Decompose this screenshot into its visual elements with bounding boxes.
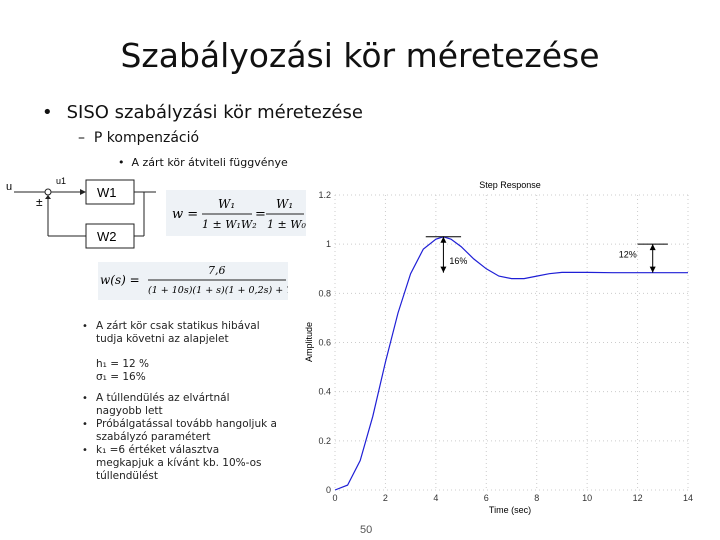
page-number: 50 <box>360 524 373 536</box>
formula-numerator: 7,6 <box>208 264 226 277</box>
formula-den1: 1 ± W₁W₂ <box>202 218 257 231</box>
x-tick-label: 14 <box>682 493 694 503</box>
block-w1-label: W1 <box>97 185 117 200</box>
y-tick-label: 0.2 <box>318 435 331 446</box>
note-item <box>82 444 277 483</box>
formula-graphic <box>166 190 306 236</box>
formula-num1: W₁ <box>218 197 236 211</box>
formula-graphic <box>98 262 288 300</box>
note-list <box>82 320 277 483</box>
bullet-level1-text: SISO szabályzási kör méretezése <box>66 102 363 123</box>
step-response-chart <box>300 170 700 520</box>
y-tick-label: 0.4 <box>318 386 331 397</box>
input-u-label: u <box>6 181 13 193</box>
bullet-level1 <box>42 102 363 123</box>
bullet-dot: • <box>82 445 88 456</box>
x-tick-label: 4 <box>433 493 439 503</box>
annotation-label: 12% <box>618 249 637 260</box>
plot-area <box>318 190 693 503</box>
x-tick-label: 10 <box>582 493 593 503</box>
input-u1-label: u1 <box>56 176 67 186</box>
note-item <box>82 418 277 444</box>
formula-w: w = <box>172 207 199 222</box>
arrow-head <box>650 267 656 273</box>
bullet-dot: • <box>82 393 88 404</box>
x-tick-label: 8 <box>534 493 540 503</box>
sign-label: ± <box>36 195 43 209</box>
bullet-level3-text: A zárt kör átviteli függvénye <box>131 156 288 169</box>
note-text: Próbálgatással tovább hangoljuk a szabályzó paramétert <box>96 418 277 443</box>
y-tick-label: 1.2 <box>318 190 331 200</box>
y-tick-label: 0.6 <box>318 337 331 348</box>
note-value <box>82 358 277 371</box>
summing-junction <box>45 189 51 195</box>
bullet-level2-text: P kompenzáció <box>93 130 200 146</box>
chart-title: Step Response <box>479 180 541 190</box>
bullet-dot: • <box>82 419 88 430</box>
dash-marker: – <box>78 130 85 146</box>
bullet-level3 <box>118 156 288 169</box>
annotation-label: 16% <box>449 255 468 266</box>
arrow-head <box>80 189 86 195</box>
transfer-function-formula <box>98 262 288 305</box>
block-w2-label: W2 <box>97 229 117 244</box>
arrow-head <box>650 244 656 250</box>
formula-lhs: w(s) = <box>100 273 140 287</box>
bullet-dot: • <box>42 102 53 123</box>
x-tick-label: 2 <box>382 493 388 503</box>
step-response-line <box>335 237 688 490</box>
bullet-dot: • <box>82 321 88 332</box>
arrow-head <box>440 267 446 273</box>
block-diagram <box>4 172 164 250</box>
note-value <box>82 371 277 384</box>
formula-denominator: (1 + 10s)(1 + s)(1 + 0,2s) + 7,6 <box>148 285 288 296</box>
note-text: σ₁ = 16% <box>96 371 146 383</box>
note-item <box>82 392 277 418</box>
bullet-dot: • <box>118 156 125 169</box>
note-text: k₁ =6 értéket választva megkapjuk a kívánt kb. 10%-os túllendülést <box>96 444 262 482</box>
closed-loop-formula <box>166 190 306 241</box>
note-text: A zárt kör csak statikus hibával tudja követni az alapjelet <box>96 320 260 345</box>
slide-title: Szabályozási kör méretezése <box>120 36 600 75</box>
x-tick-label: 6 <box>483 493 489 503</box>
bullet-level2 <box>78 130 199 146</box>
x-axis-label: Time (sec) <box>488 505 532 515</box>
y-tick-label: 1 <box>325 239 331 250</box>
note-text: h₁ = 12 % <box>96 358 150 370</box>
y-tick-label: 0.8 <box>318 288 331 299</box>
x-tick-label: 0 <box>332 493 338 503</box>
y-axis-label: Amplitude <box>304 321 314 363</box>
x-tick-label: 12 <box>632 493 643 503</box>
note-text: A túllendülés az elvártnál nagyobb lett <box>96 392 230 417</box>
formula-num2: W₁ <box>276 197 294 211</box>
formula-den2: 1 ± W₀ <box>267 218 306 231</box>
formula-eq: = <box>255 207 266 222</box>
note-item <box>82 320 277 346</box>
arrow-head <box>45 195 51 199</box>
y-tick-label: 0 <box>325 485 331 495</box>
